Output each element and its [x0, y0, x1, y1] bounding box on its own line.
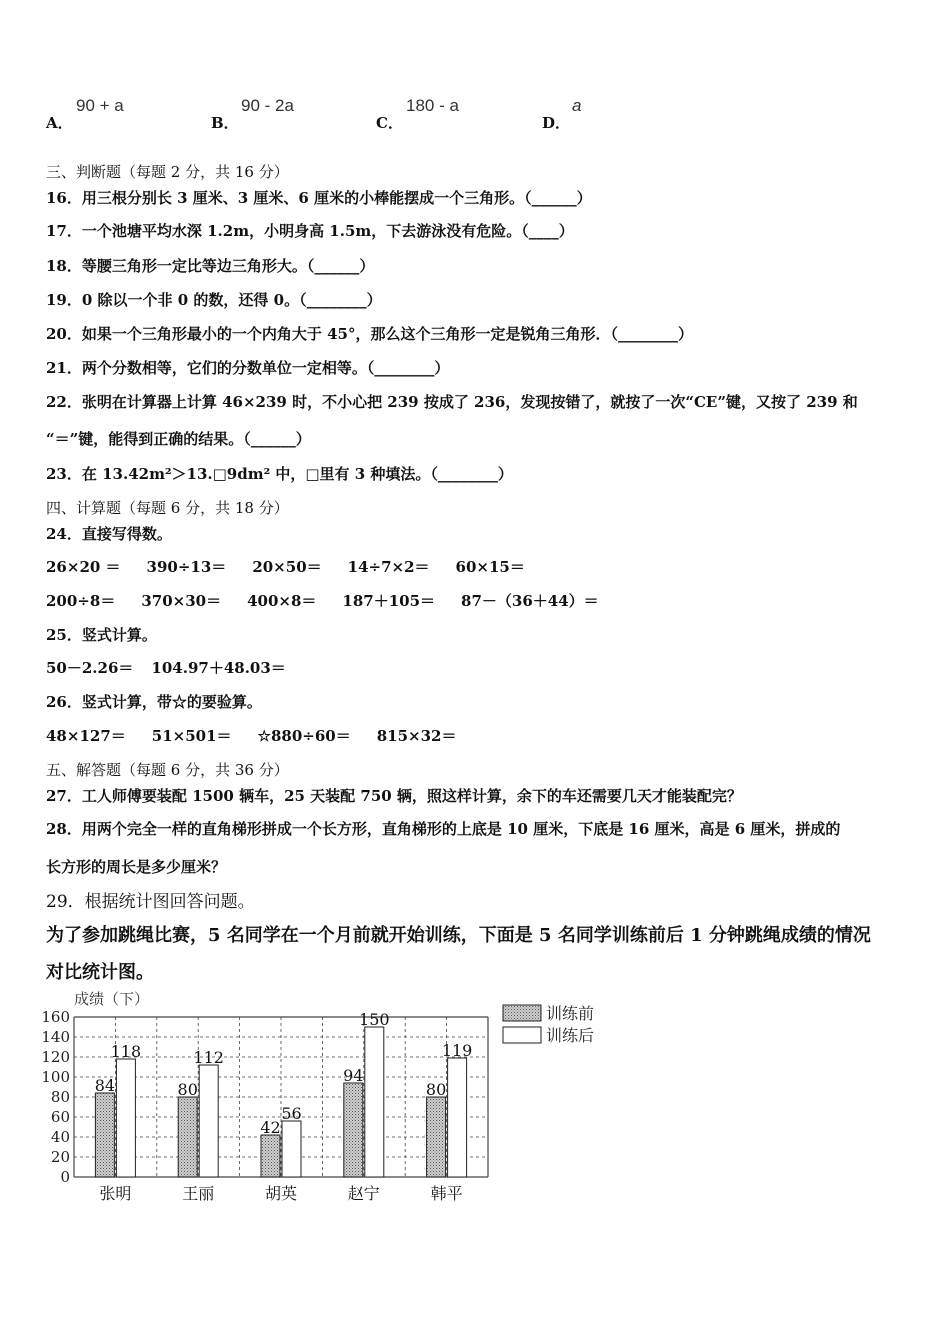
bar-after-training	[448, 1058, 467, 1177]
bar-value-label: 56	[281, 1104, 302, 1123]
bar-value-label: 80	[425, 1080, 447, 1099]
y-tick-label: 40	[50, 1128, 70, 1146]
y-tick-label: 60	[50, 1108, 70, 1126]
bar-value-label: 94	[343, 1066, 364, 1085]
bar-after-training	[199, 1065, 218, 1177]
question-16: 16．用三根分别长 3 厘米、3 厘米、6 厘米的小棒能摆成一个三角形。（______）	[46, 189, 592, 207]
bar-value-label: 119	[441, 1041, 473, 1060]
legend-label: 训练后	[546, 1026, 595, 1045]
bar-value-label: 80	[177, 1080, 198, 1099]
option-b-expr: 90 - 2a	[241, 96, 294, 115]
q24-row2: 200÷8＝ 370×30＝ 400×8＝ 187＋105＝ 87－（36＋44）＝	[46, 592, 599, 610]
question-25: 25．竖式计算。	[46, 626, 157, 644]
question-17: 17．一个池塘平均水深 1.2m，小明身高 1.5m，下去游泳没有危险。（____）	[46, 222, 574, 240]
x-tick-label: 韩平	[430, 1184, 463, 1203]
question-29-desc-line2: 对比统计图。	[46, 962, 154, 983]
question-22-line1: 22．张明在计算器上计算 46×239 时，不小心把 239 按成了 236，发现按错了，就按了一次“CE”键，又按了 239 和	[46, 393, 858, 411]
question-24: 24．直接写得数。	[46, 525, 172, 543]
bar-after-training	[282, 1121, 301, 1177]
bar-before-training	[261, 1135, 280, 1177]
bar-value-label: 118	[110, 1042, 142, 1061]
bar-value-label: 42	[260, 1118, 281, 1137]
legend-label: 训练前	[546, 1004, 595, 1023]
question-28-line1: 28．用两个完全一样的直角梯形拼成一个长方形，直角梯形的上底是 10 厘米，下底是 16 厘米，高是 6 厘米，拼成的	[46, 820, 841, 838]
y-tick-label: 0	[60, 1168, 70, 1186]
x-tick-label: 王丽	[182, 1184, 215, 1203]
option-c[interactable]: C． 180 - a	[376, 96, 459, 132]
bar-before-training	[95, 1093, 114, 1177]
chart-legend	[503, 1004, 594, 1045]
y-tick-labels	[41, 1008, 70, 1186]
question-26: 26．竖式计算，带☆的要验算。	[46, 693, 262, 711]
option-c-expr: 180 - a	[406, 96, 459, 115]
question-28-line2: 长方形的周长是多少厘米？	[46, 858, 227, 876]
y-tick-label: 20	[50, 1148, 70, 1166]
y-tick-label: 160	[41, 1008, 70, 1026]
y-axis-title: 成绩（下）	[74, 990, 150, 1008]
question-18: 18．等腰三角形一定比等边三角形大。（______）	[46, 257, 375, 275]
question-22-line2: “＝”键，能得到正确的结果。（______）	[46, 430, 311, 448]
y-tick-label: 120	[41, 1048, 70, 1066]
y-tick-label: 140	[41, 1028, 70, 1046]
jump-rope-bar-chart	[40, 985, 620, 1205]
y-tick-label: 100	[41, 1068, 70, 1086]
bar-after-training	[116, 1059, 135, 1177]
bar-value-label: 84	[94, 1076, 116, 1095]
x-tick-label: 胡英	[264, 1184, 298, 1203]
x-tick-labels	[99, 1184, 462, 1203]
bar-value-label: 150	[359, 1010, 390, 1029]
legend-swatch-before	[503, 1005, 541, 1021]
x-tick-label: 张明	[99, 1184, 132, 1203]
y-tick-label: 80	[50, 1088, 70, 1106]
legend-swatch-after	[503, 1027, 541, 1043]
question-29-desc-line1: 为了参加跳绳比赛，5 名同学在一个月前就开始训练，下面是 5 名同学训练前后 1 分钟跳绳成绩的情况	[46, 925, 871, 946]
option-d-expr: a	[572, 96, 582, 115]
question-27: 27．工人师傅要装配 1500 辆车，25 天装配 750 辆，照这样计算，余下的车还需要几天才能装配完？	[46, 787, 742, 805]
option-a-expr: 90 + a	[76, 96, 124, 115]
bar-before-training	[344, 1083, 363, 1177]
question-19: 19．0 除以一个非 0 的数，还得 0。（________）	[46, 291, 382, 309]
q26-row: 48×127＝ 51×501＝ ☆880÷60＝ 815×32＝	[46, 727, 457, 745]
option-a[interactable]: A． 90 + a	[46, 96, 124, 132]
question-20: 20．如果一个三角形最小的一个内角大于 45°，那么这个三角形一定是锐角三角形．（________）	[46, 325, 693, 343]
section-answer-heading: 五、解答题（每题 6 分，共 36 分）	[46, 761, 289, 779]
option-b[interactable]: B． 90 - 2a	[211, 96, 294, 132]
bar-value-label: 112	[193, 1048, 224, 1067]
bar-before-training	[427, 1097, 446, 1177]
question-21: 21．两个分数相等，它们的分数单位一定相等。（________）	[46, 359, 450, 377]
section-judgment-heading: 三、判断题（每题 2 分，共 16 分）	[46, 163, 289, 181]
section-calc-heading: 四、计算题（每题 6 分，共 18 分）	[46, 499, 289, 517]
option-d[interactable]: D． a	[542, 96, 582, 132]
question-29: 29．根据统计图回答问题。	[46, 892, 255, 912]
chart-bars	[95, 1010, 473, 1177]
q25-row: 50－2.26＝ 104.97＋48.03＝	[46, 659, 286, 677]
bar-before-training	[178, 1097, 197, 1177]
q24-row1: 26×20 ＝ 390÷13＝ 20×50＝ 14÷7×2＝ 60×15＝	[46, 558, 525, 576]
x-tick-label: 赵宁	[347, 1184, 380, 1203]
question-23: 23．在 13.42m²＞13.□9dm² 中，□里有 3 种填法。（________）	[46, 465, 513, 483]
bar-after-training	[365, 1027, 384, 1177]
